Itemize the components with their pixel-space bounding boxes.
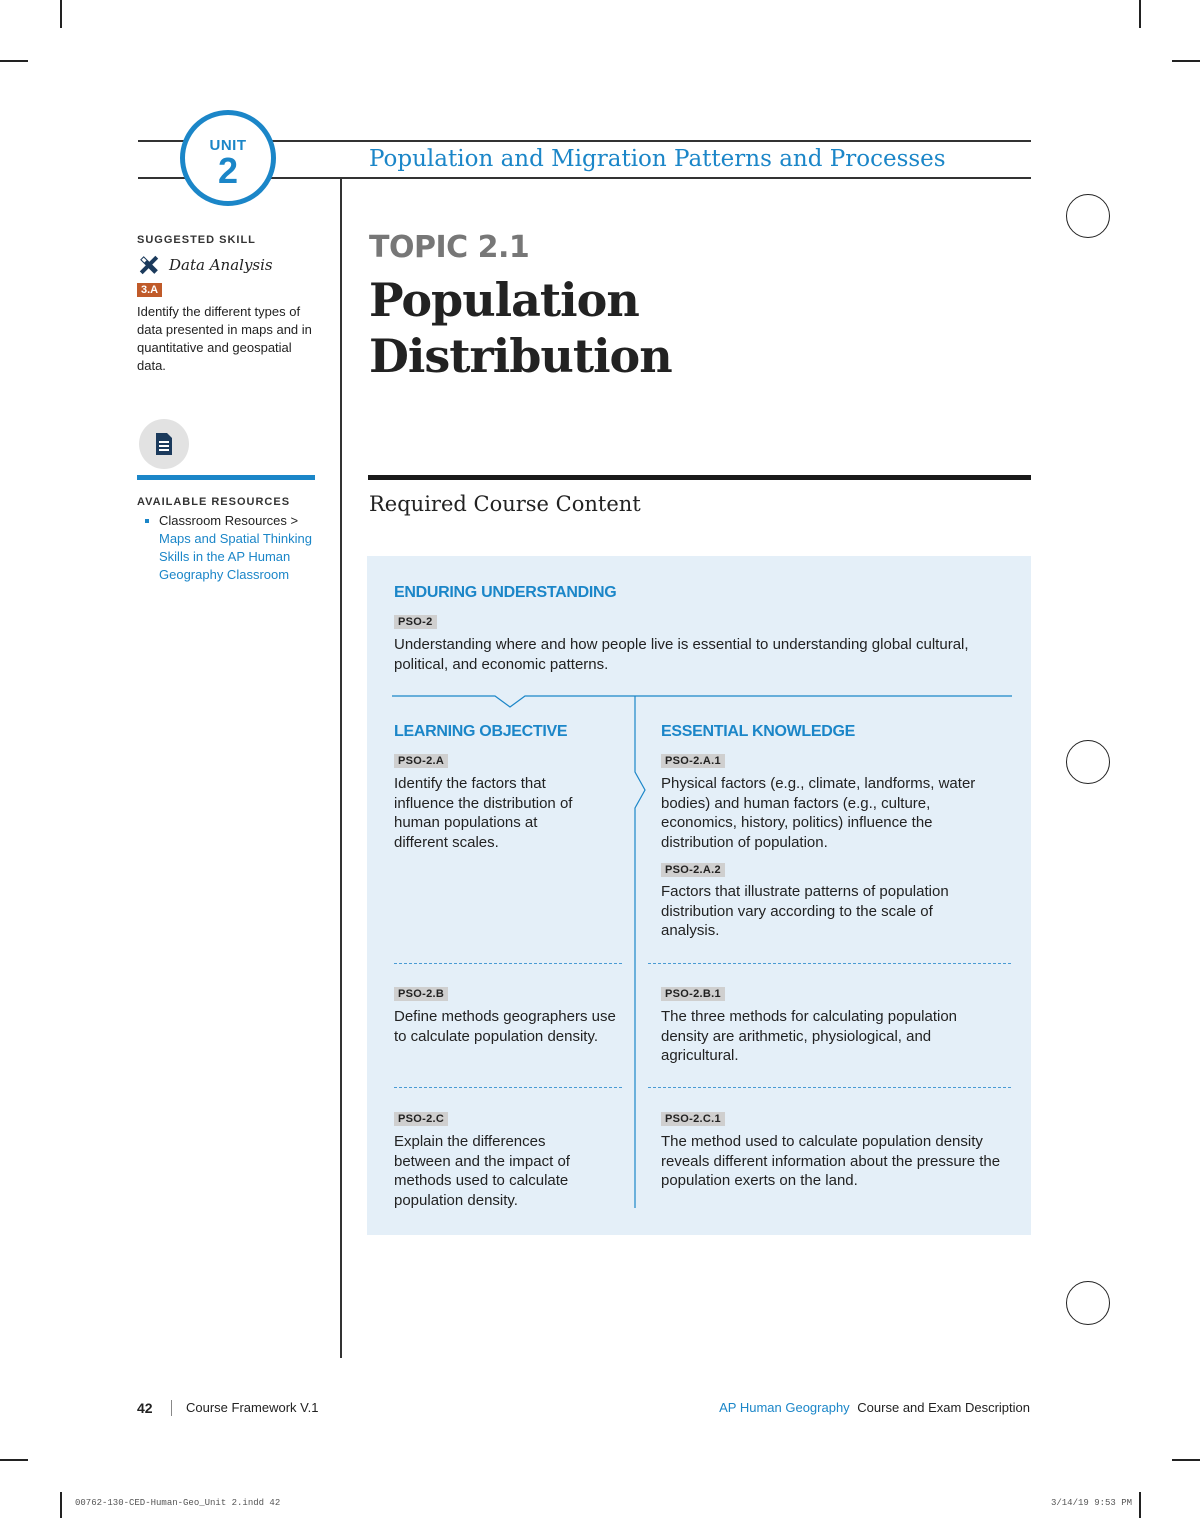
learning-objective-heading: LEARNING OBJECTIVE [394,723,568,740]
column-divider [340,178,342,1358]
footer-brand: AP Human Geography [719,1400,850,1415]
slug-right: 3/14/19 9:53 PM [1050,1498,1132,1508]
lo-code: PSO-2.C [394,1112,448,1126]
crop-mark [0,1459,28,1461]
crop-mark [1139,0,1141,28]
crop-mark [60,1492,62,1518]
topic-title [369,272,672,384]
ek-code: PSO-2.A.1 [661,754,725,768]
lo-code: PSO-2.B [394,987,448,1001]
ek-text: The method used to calculate population density reveals different information about the pressure the population exerts on the land. [661,1133,1001,1189]
topic-rule [368,475,1031,480]
enduring-understanding-heading: ENDURING UNDERSTANDING [394,584,617,601]
resource-link[interactable]: Maps and Spatial Thinking Skills in the AP Human Geography Classroom [159,531,312,582]
binder-hole [1066,194,1110,238]
skill-description: Identify the different types of data presented in maps and in quantitative and geospatial data. [137,304,312,373]
resources-divider [137,475,315,480]
skill-row [137,253,273,277]
column-arrow-divider [629,696,649,1208]
slug-left: 00762-130-CED-Human-Geo_Unit 2.indd 42 [75,1498,281,1508]
binder-hole [1066,1281,1110,1325]
binder-hole [1066,740,1110,784]
ek-code: PSO-2.A.2 [661,863,725,877]
resource-item [145,512,315,584]
row-divider [648,963,1011,964]
row-divider [394,1087,622,1088]
crop-mark [1139,1492,1141,1518]
lo-code: PSO-2.A [394,754,448,768]
unit-number: 2 [217,150,239,191]
essential-knowledge-heading: ESSENTIAL KNOWLEDGE [661,723,856,740]
eu-divider [392,688,1012,708]
row-divider [394,963,622,964]
lo-text: Explain the differences between and the impact of methods used to calculate population density. [394,1133,570,1209]
footer-left-text: Course Framework V.1 [186,1400,319,1415]
resources-icon-circle [139,419,189,469]
topic-number: TOPIC 2.1 [369,230,530,265]
ek-code: PSO-2.B.1 [661,987,725,1001]
ek-text: Physical factors (e.g., climate, landforms, water bodies) and human factors (e.g., culture, economics, history, politics) influence the distribution of population. [661,775,976,851]
crop-mark [0,60,28,62]
section-heading: Required Course Content [369,492,641,516]
eu-text: Understanding where and how people live is essential to understanding global cultural, political, and economic patterns. [394,636,969,673]
document-icon [155,432,173,461]
unit-label: UNIT [209,137,247,154]
crop-mark [1172,60,1200,62]
ek-text: The three methods for calculating population density are arithmetic, physiological, and agricultural. [661,1008,958,1064]
topic-title-line1: Population [369,273,639,327]
crop-mark [1172,1459,1200,1461]
unit-title: Population and Migration Patterns and Processes [369,146,946,172]
suggested-skill-label: SUGGESTED SKILL [137,234,256,246]
skill-name: Data Analysis [169,256,273,274]
footer-separator [171,1400,172,1416]
lo-text: Identify the factors that influence the distribution of human populations at different scales. [394,775,573,851]
unit-badge [180,110,276,206]
course-content-panel [367,556,1031,1235]
skill-code-badge: 3.A [137,283,162,297]
crop-mark [60,0,62,28]
tools-icon [137,253,161,277]
available-resources-label: AVAILABLE RESOURCES [137,496,291,508]
footer-right-text: Course and Exam Description [857,1400,1030,1415]
lo-text: Define methods geographers use to calculate population density. [394,1008,616,1045]
page-number: 42 [137,1400,153,1416]
topic-title-line2: Distribution [369,329,672,383]
row-divider [648,1087,1011,1088]
ek-code: PSO-2.C.1 [661,1112,725,1126]
footer-right [719,1400,1030,1415]
resource-prefix: Classroom Resources > [159,513,299,528]
eu-code: PSO-2 [394,615,437,629]
bullet [145,519,149,523]
ek-text: Factors that illustrate patterns of population distribution vary according to the scale of analysis. [661,883,949,939]
